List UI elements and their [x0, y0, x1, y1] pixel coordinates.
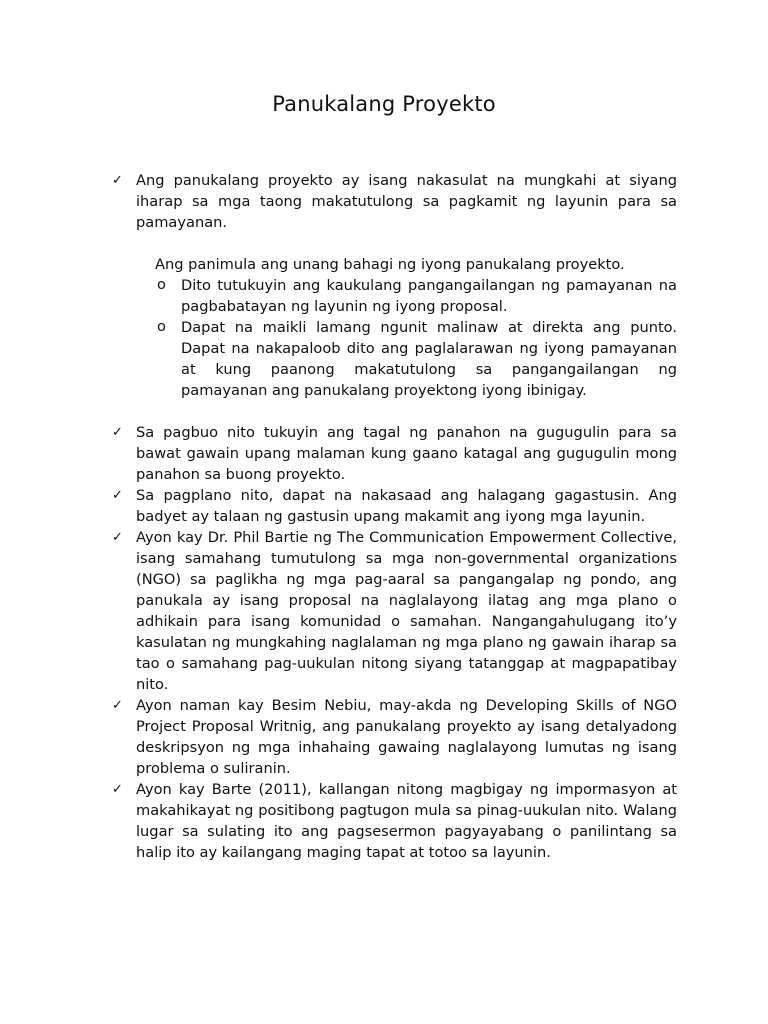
- list-item-text: Sa pagplano nito, dapat na nakasaad ang halagang gagastusin. Ang badyet ay talaan ng gastusin upang makamit ang iyong mga layunin.: [136, 487, 677, 525]
- list-item-text: Sa pagbuo nito tukuyin ang tagal ng panahon na gugugulin para sa bawat gawain upang malaman kung gaano katagal ang gugugulin mong panahon sa buong proyekto.: [136, 424, 677, 483]
- list-item: [112, 170, 677, 233]
- list-item-text: Ayon naman kay Besim Nebiu, may-akda ng Developing Skills of NGO Project Proposal Writnig, ang panukalang proyekto ay isang detalyadong deskripsyon ng mga inhahaing gawaing naglalayong lumutas ng isang problema o suliranin.: [136, 697, 677, 777]
- sub-list-item: [155, 317, 677, 401]
- list-item: [112, 527, 677, 695]
- checkmark-icon: ✓: [112, 425, 123, 440]
- sub-list-item-text: Dapat na maikli lamang ngunit malinaw at direkta ang punto. Dapat na nakapaloob dito ang paglalarawan ng iyong pamayanan at kung paanong makatutulong sa pangangailangan ng pamayanan ang panukalang proyektong iyong ibinigay.: [181, 319, 677, 399]
- subsection-intro: Ang panimula ang unang bahagi ng iyong panukalang proyekto.: [155, 256, 625, 273]
- page-title: Panukalang Proyekto: [272, 92, 496, 116]
- introduction-subsection: [112, 254, 677, 401]
- checkmark-icon: ✓: [112, 173, 123, 188]
- list-item: [112, 695, 677, 779]
- sub-list-item-text: Dito tutukuyin ang kaukulang pangangailangan ng pamayanan na pagbabatayan ng layunin ng iyong proposal.: [181, 277, 677, 315]
- list-item-text: Ayon kay Dr. Phil Bartie ng The Communication Empowerment Collective, isang samahang tumutulong sa mga non-governmental organizations (NGO) sa paglikha ng mga pag-aaral sa pangangalap ng pondo, ang panukala ay isang proposal na naglalayong ilatag ang mga plano o adhikain para isang komunidad o samahan. Nangangahulugang ito’y kasulatan ng mungkahing naglalaman ng mga plano ng gawain iharap sa tao o samahang pag-uukulan nitong siyang tatanggap at magpapatibay nito.: [136, 529, 677, 693]
- circle-bullet-icon: o: [157, 318, 166, 335]
- list-item: [112, 485, 677, 527]
- list-item-text: Ang panukalang proyekto ay isang nakasulat na mungkahi at siyang iharap sa mga taong makatutulong sa pagkamit ng layunin para sa pamayanan.: [136, 172, 677, 231]
- list-item-text: Ayon kay Barte (2011), kallangan nitong magbigay ng impormasyon at makahikayat ng positibong pagtugon mula sa pinag-uukulan nito. Walang lugar sa sulating ito ang pagsesermon pagyayabang o panilintang sa halip ito ay kailangang maging tapat at totoo sa layunin.: [136, 781, 677, 861]
- list-item: [112, 779, 677, 863]
- checkmark-icon: ✓: [112, 782, 123, 797]
- checkmark-icon: ✓: [112, 530, 123, 545]
- checkmark-icon: ✓: [112, 698, 123, 713]
- checkmark-icon: ✓: [112, 488, 123, 503]
- sub-list-item: [155, 275, 677, 317]
- circle-bullet-icon: o: [157, 276, 166, 293]
- list-item: [112, 422, 677, 485]
- document-body: [112, 170, 677, 863]
